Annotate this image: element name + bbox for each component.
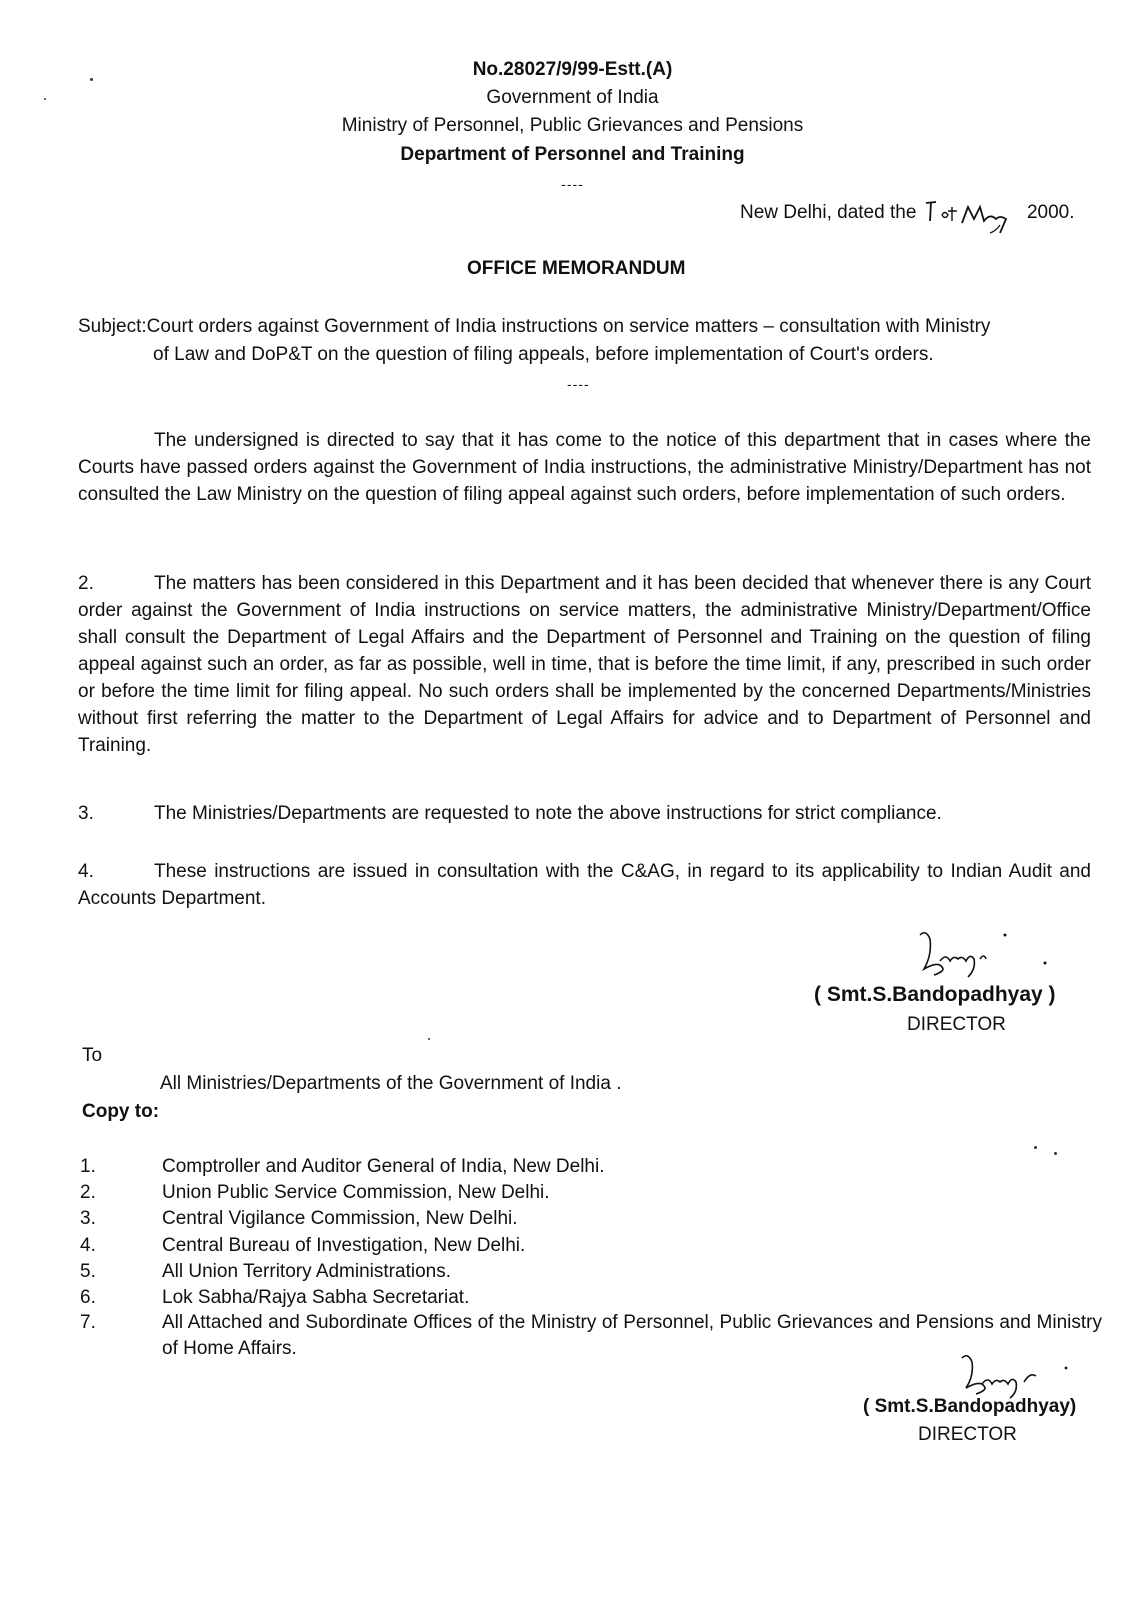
dateline <box>740 199 1075 226</box>
paragraph-4-number: 4. <box>78 861 94 882</box>
file-number: No.28027/9/99-Estt.(A) <box>472 59 673 80</box>
copy-list-text: All Union Territory Administrations. <box>162 1261 451 1282</box>
scan-speck <box>1054 1152 1057 1155</box>
copy-list-text: Central Bureau of Investigation, New Delhi. <box>162 1235 526 1256</box>
copy-list-text: Central Vigilance Commission, New Delhi. <box>162 1208 518 1229</box>
signature-2-name: ( Smt.S.Bandopadhyay) <box>863 1396 1077 1417</box>
copy-list-number: 4. <box>80 1235 96 1256</box>
subject-divider: ---- <box>567 376 590 392</box>
paragraph-4 <box>78 858 1091 912</box>
signature-1-name: ( Smt.S.Bandopadhyay ) <box>814 983 1056 1006</box>
dateline-year: 2000. <box>1026 202 1075 223</box>
signature-1-scribble <box>910 925 1060 985</box>
government-name: Government of India <box>486 87 659 108</box>
paragraph-3-text: The Ministries/Departments are requested to note the above instructions for strict compliance. <box>154 803 942 824</box>
paragraph-3-number: 3. <box>78 803 94 824</box>
paragraph-2-number: 2. <box>78 573 94 594</box>
copy-list-number: 1. <box>80 1156 96 1177</box>
handwritten-date-scribble <box>922 195 1022 229</box>
subject-text-1: Court orders against Government of India instructions on service matters – consultation with Ministry <box>146 316 991 337</box>
subject-label: Subject: <box>78 316 147 337</box>
paragraph-3 <box>78 800 1091 827</box>
copy-to-label: Copy to: <box>82 1101 160 1122</box>
header-divider: ---- <box>561 176 584 192</box>
copy-list-number: 5. <box>80 1261 96 1282</box>
signature-1-designation: DIRECTOR <box>907 1014 1006 1035</box>
scan-speck <box>1034 1146 1037 1149</box>
to-label: To <box>82 1045 103 1066</box>
copy-list-number: 7. <box>80 1312 96 1333</box>
paragraph-2 <box>78 570 1091 759</box>
copy-list-text: Union Public Service Commission, New Delhi. <box>162 1182 550 1203</box>
department-name: Department of Personnel and Training <box>400 144 745 165</box>
subject-line-1 <box>78 313 1108 340</box>
copy-list-text: Comptroller and Auditor General of India, New Delhi. <box>162 1156 605 1177</box>
copy-list-text: All Attached and Subordinate Offices of the Ministry of Personnel, Public Grievances and Pensions and Ministry of Home Affairs. <box>162 1312 1102 1359</box>
handwritten-date <box>922 203 1022 223</box>
scan-speck <box>428 1038 430 1040</box>
copy-list-number: 3. <box>80 1208 96 1229</box>
paragraph-4-text: These instructions are issued in consultation with the C&AG, in regard to its applicability to Indian Audit and Accounts Department. <box>78 861 1091 909</box>
scan-speck <box>90 78 93 81</box>
memo-title: OFFICE MEMORANDUM <box>467 258 686 279</box>
copy-list-number: 2. <box>80 1182 96 1203</box>
copy-list-text: Lok Sabha/Rajya Sabha Secretariat. <box>162 1287 470 1308</box>
dateline-prefix: New Delhi, dated the <box>740 202 917 223</box>
ministry-name: Ministry of Personnel, Public Grievances and Pensions <box>341 115 804 136</box>
scan-speck <box>44 98 46 100</box>
signature-2-designation: DIRECTOR <box>918 1424 1017 1445</box>
subject-line-2: of Law and DoP&T on the question of filing appeals, before implementation of Court's orders. <box>153 344 934 365</box>
to-recipients: All Ministries/Departments of the Government of India . <box>160 1073 622 1094</box>
paragraph-1: The undersigned is directed to say that it has come to the notice of this department that in cases where the Courts have passed orders against the Government of India instructions, the administrative Ministry/Department has not consulted the Law Ministry on the question of filing appeal against such orders, before implementation of such orders. <box>78 430 1091 505</box>
paragraph-2-text: The matters has been considered in this Department and it has been decided that whenever there is any Court order against the Government of India instructions on service matters, the administrative Ministry/Department/Office shall consult the Department of Legal Affairs and the Department of Personnel and Training on the question of filing appeal against such an order, as far as possible, well in time, that is before the time limit, if any, prescribed in such order or before the time limit for filing appeal. No such orders shall be implemented by the concerned Departments/Ministries without first referring the matter to the Department of Legal Affairs for advice and to Department of Personnel and Training. <box>78 573 1091 756</box>
copy-list-number: 6. <box>80 1287 96 1308</box>
